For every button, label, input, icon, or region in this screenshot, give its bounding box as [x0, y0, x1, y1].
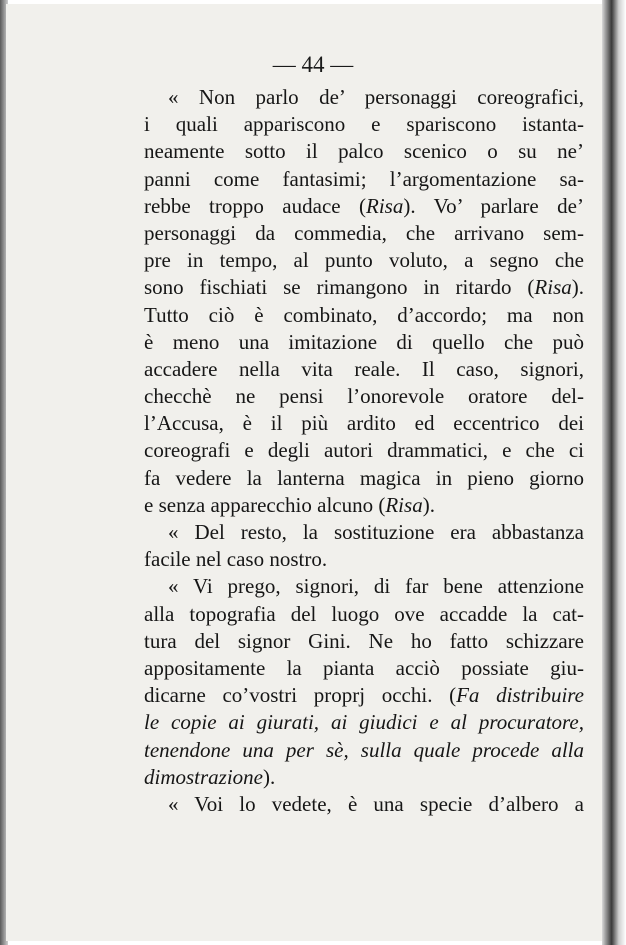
text-line: [144, 383, 584, 410]
text-line: [144, 628, 584, 655]
text-line: [144, 764, 584, 791]
text-line-italic: dimostrazione: [144, 764, 264, 789]
text-line-italic: Risa: [534, 275, 572, 300]
text-line: [144, 655, 584, 682]
text-line: [144, 274, 584, 301]
text-line: [144, 220, 584, 247]
text-line-body: « Voi lo vedete, è una specie d’albero a: [168, 791, 584, 816]
text-line-italic: Risa: [366, 193, 404, 218]
text-line-italic: Risa: [385, 492, 423, 517]
text-line-body: e senza apparecchio alcuno (: [144, 492, 386, 517]
text-line-body: i quali appariscono e spariscono istanta-: [144, 112, 584, 137]
text-line-body: Tutto ciò è combinato, d’accordo; ma non: [144, 302, 584, 327]
text-line-tail: ).: [263, 764, 276, 789]
text-line-body: tura del signor Gini. Ne ho fatto schizzare: [144, 628, 584, 653]
text-line-italic: le copie ai giurati, ai giudici e al procuratore,: [144, 710, 584, 735]
text-line-body: fa vedere la lanterna magica in pieno giorno: [144, 465, 584, 490]
text-line-tail: ). Vo’ parlare de’: [403, 193, 584, 218]
text-line: [144, 465, 584, 492]
text-line: [144, 601, 584, 628]
text-line-body: facile nel caso nostro.: [144, 547, 328, 572]
text-line-body: « Del resto, la sostituzione era abbastanza: [168, 520, 584, 544]
text-line: [144, 519, 584, 546]
text-line: [144, 737, 584, 764]
text-line: [144, 682, 584, 709]
text-line-body: pre in tempo, al punto voluto, a segno che: [144, 248, 584, 273]
text-line-italic: Fa distribuire: [456, 683, 584, 708]
text-line: [144, 302, 584, 329]
text-line: [144, 791, 584, 818]
text-line-body: dicarne co’vostri proprj occhi. (: [144, 683, 457, 708]
text-line: [144, 84, 584, 111]
text-line: [144, 166, 584, 193]
text-line: [144, 709, 584, 736]
text-line-body: appositamente la pianta acciò possiate giu-: [144, 655, 584, 680]
text-line-body: « Non parlo de’ personaggi coreografici,: [168, 85, 584, 109]
text-line-body: accadere nella vita reale. Il caso, signori,: [144, 356, 584, 381]
text-line-body: sono fischiati se rimangono in ritardo (: [144, 275, 535, 300]
text-line-body: è meno una imitazione di quello che può: [144, 329, 584, 354]
text-line-italic: tenendone una per sè, sulla quale procede alla: [144, 737, 584, 762]
text-line-body: panni come fantasimi; l’argomentazione sa-: [144, 166, 584, 191]
text-line: [144, 247, 584, 274]
text-line: [144, 356, 584, 383]
text-line-body: alla topografia del luogo ove accadde la cat-: [144, 601, 584, 626]
body-text: [144, 84, 584, 818]
text-line: [144, 410, 584, 437]
text-line: [144, 546, 584, 573]
text-line: [144, 437, 584, 464]
page-number: — 44 —: [272, 52, 354, 77]
text-line-body: l’Accusa, è il più ardito ed eccentrico dei: [144, 411, 584, 436]
text-line-body: rebbe troppo audace (: [144, 193, 367, 218]
text-line: [144, 492, 584, 519]
text-line-body: neamente sotto il palco scenico o su ne’: [144, 139, 584, 164]
text-line-tail: ).: [571, 275, 584, 300]
text-line-body: checchè ne pensi l’onorevole oratore del-: [144, 384, 584, 409]
text-line: [144, 193, 584, 220]
text-line: [144, 138, 584, 165]
text-line: [144, 111, 584, 138]
text-line: [144, 573, 584, 600]
text-line: [144, 329, 584, 356]
text-line-tail: ).: [422, 492, 435, 517]
page-edge-right: [602, 0, 626, 945]
text-line-body: coreografi e degli autori drammatici, e che ci: [144, 438, 584, 463]
text-line-body: personaggi da commedia, che arrivano sem-: [144, 220, 584, 245]
text-line-body: « Vi prego, signori, di far bene attenzione: [168, 574, 584, 599]
